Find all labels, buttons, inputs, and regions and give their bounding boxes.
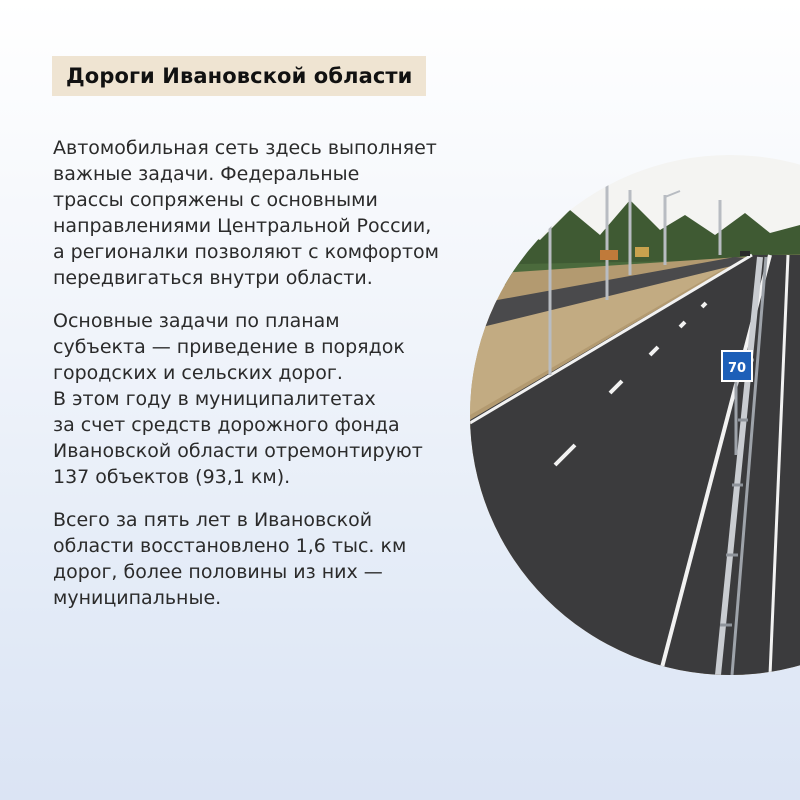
paragraph-1: Автомобильная сеть здесь выполняет важные задачи. Федеральные трассы сопряжены с основными направлениями Центральной России, а регионалки позволяют с комфортом передвигаться внутри области. — [53, 137, 439, 289]
paragraph-3: Всего за пять лет в Ивановской области восстановлено 1,6 тыс. км дорог, более половины из них — муниципальные. — [53, 509, 407, 609]
page-title: Дороги Ивановской области — [52, 56, 426, 96]
paragraph-2: Основные задачи по планам субъекта — приведение в порядок городских и сельских дорог. В этом году в муниципалитетах за счет средств дорожного фонда Ивановской области отремонтируют 137 объектов (93,1 км). — [53, 310, 423, 488]
highway-photo — [470, 155, 800, 675]
body-text — [53, 135, 473, 628]
sign-label: 70 — [727, 361, 747, 376]
